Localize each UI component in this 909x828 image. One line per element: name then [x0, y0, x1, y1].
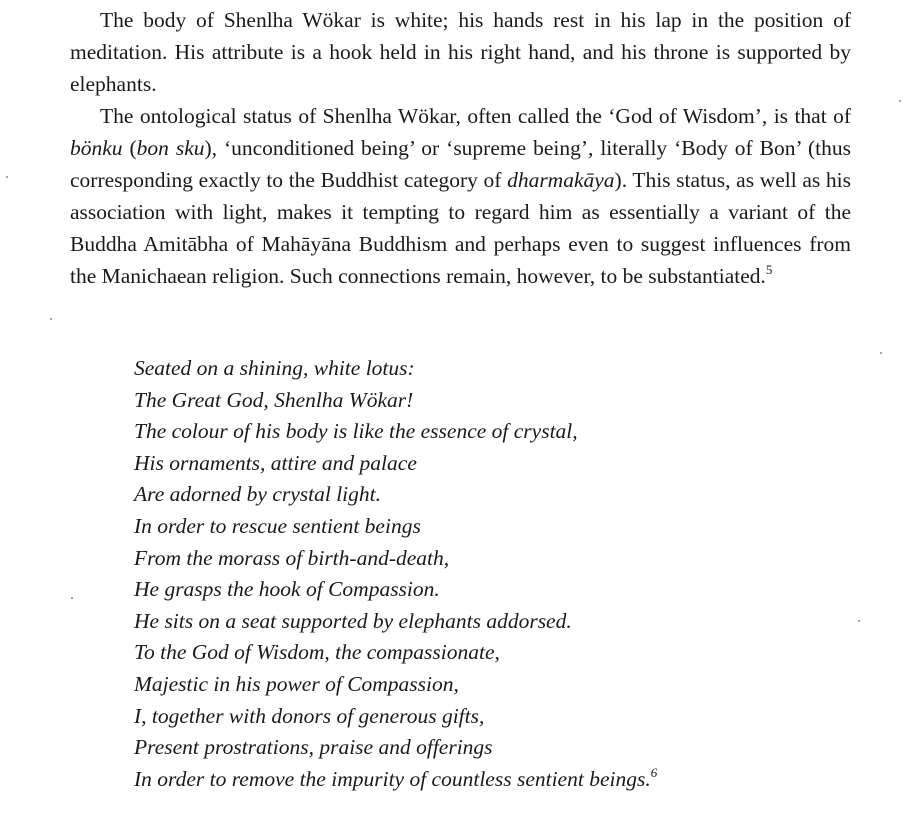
poem-line: To the God of Wisdom, the compassionate, — [134, 640, 500, 665]
term-dharmakaya: dharmakāya — [507, 168, 615, 192]
poem-block — [134, 353, 854, 795]
poem-line: The colour of his body is like the essence of crystal, — [134, 419, 578, 444]
term-bonku: bönku — [70, 136, 123, 160]
poem-line: He sits on a seat supported by elephants addorsed. — [134, 608, 572, 633]
poem-line: Seated on a shining, white lotus: — [134, 356, 415, 380]
poem-line: I, together with donors of generous gifts, — [134, 703, 485, 728]
poem-line: His ornaments, attire and palace — [134, 450, 417, 475]
poem-line: Majestic in his power of Compassion, — [134, 671, 459, 696]
footnote-marker-5[interactable]: 5 — [765, 261, 773, 277]
scan-speck — [858, 620, 860, 622]
scan-speck — [6, 176, 8, 178]
poem-line: In order to rescue sentient beings — [134, 513, 421, 538]
scan-speck — [50, 318, 52, 320]
scan-speck — [880, 352, 882, 354]
poem-line: The Great God, Shenlha Wökar! — [134, 387, 414, 412]
term-bon-sku: bon sku — [136, 136, 205, 160]
poem-line: He grasps the hook of Compassion. — [134, 577, 440, 602]
paragraph-2-text-2: ( — [122, 136, 137, 160]
scan-speck — [71, 597, 73, 599]
paragraph-2-text-4: ). This status, as well as his association with light, makes it tempting to regard him as essentially a variant of the Buddha Amitābha of Mahāyāna Buddhism and perhaps even to suggest influences from the Manichaean religion. Such connections remain, however, to be substantiated. — [70, 168, 851, 288]
poem-line-last — [134, 764, 854, 796]
poem-line-text: In order to remove the impurity of countless sentient beings. — [134, 766, 651, 791]
scan-speck — [899, 100, 901, 102]
paragraph-2-text-1: The ontological status of Shenlha Wökar, often called the ‘God of Wisdom’, is that of — [100, 104, 851, 128]
body-text — [70, 4, 851, 292]
poem-line: Are adorned by crystal light. — [134, 482, 382, 507]
footnote-marker-6[interactable]: 6 — [650, 764, 658, 780]
paragraph-2 — [70, 100, 851, 292]
poem-line: Present prostrations, praise and offerings — [134, 735, 493, 760]
poem-line: From the morass of birth-and-death, — [134, 545, 450, 570]
paragraph-2-text-3: ), ‘unconditioned being’ or ‘supreme being’, literally ‘Body of Bon’ (thus corresponding exactly to the Buddhist category of — [70, 136, 851, 192]
paragraph-1: The body of Shenlha Wökar is white; his hands rest in his lap in the position of meditation. His attribute is a hook held in his right hand, and his throne is supported by elephants. — [70, 8, 851, 96]
